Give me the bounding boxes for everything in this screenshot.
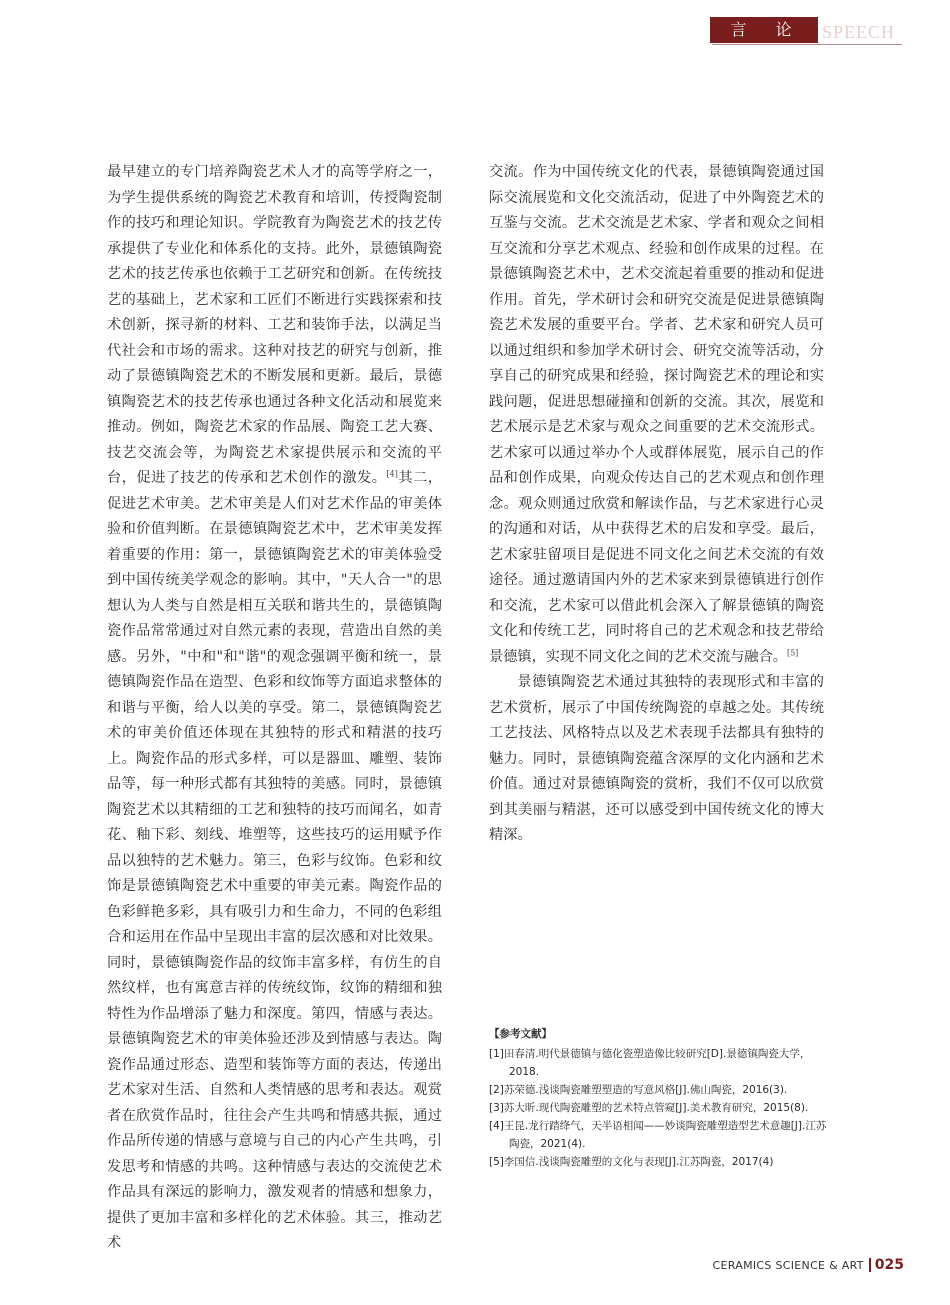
reference-item: [2]苏荣德.浅谈陶瓷雕塑塑造的写意风格[J].佛山陶瓷，2016(3).: [489, 1084, 788, 1096]
body-text: 最早建立的专门培养陶瓷艺术人才的高等学府之一，为学生提供系统的陶瓷艺术教育和培训，传授陶瓷制作的技巧和理论知识。学院教育为陶瓷艺术的技艺传承提供了专业化和体系化的支持。此外，景德镇陶瓷艺术的技艺传承也依赖于工艺研究和创新。在传统技艺的基础上，艺术家和工匠们不断进行实践探索和技术创新，探寻新的材料、工艺和装饰手法，以满足当代社会和市场的需求。这种对技艺的研究与创新，推动了景德镇陶瓷艺术的不断发展和更新。最后，景德镇陶瓷艺术的技艺传承也通过各种文化活动和展览来推动。例如，陶瓷艺术家的作品展、陶瓷工艺大赛、技艺交流会等，为陶瓷艺术家提供展示和交流的平台，促进了技艺的传承和艺术创作的激发。: [107, 164, 442, 486]
references: [489, 1025, 829, 1171]
section-label: 言 论: [710, 17, 818, 43]
footer-divider: [869, 1258, 871, 1272]
references-title: 【参考文献】: [489, 1028, 552, 1040]
body-text: 交流。作为中国传统文化的代表，景德镇陶瓷通过国际交流展览和文化交流活动，促进了中外陶瓷艺术的互鉴与交流。艺术交流是艺术家、学者和观众之间相互交流和分享艺术观点、经验和创作成果的过程。在景德镇陶瓷艺术中，艺术交流起着重要的推动和促进作用。首先，学术研讨会和研究交流是促进景德镇陶瓷艺术发展的重要平台。学者、艺术家和研究人员可以通过组织和参加学术研讨会、研究交流等活动，分享自己的研究成果和经验，探讨陶瓷艺术的理论和实践问题，促进思想碰撞和创新的交流。其次，展览和艺术展示是艺术家与观众之间重要的艺术交流形式。艺术家可以通过举办个人或群体展览，展示自己的作品和创作成果，向观众传达自己的艺术观点和创作理念。观众则通过欣赏和解读作品，与艺术家进行心灵的沟通和对话，从中获得艺术的启发和享受。最后，艺术家驻留项目是促进不同文化之间艺术交流的有效途径。通过邀请国内外的艺术家来到景德镇进行创作和交流，艺术家可以借此机会深入了解景德镇的陶瓷文化和传统工艺，同时将自己的艺术观念和技艺带给景德镇，实现不同文化之间的艺术交流与融合。: [489, 164, 824, 665]
footnote-marker: [4]: [386, 469, 398, 479]
reference-item: [3]苏大昕.现代陶瓷雕塑的艺术特点管窥[J].美术教育研究，2015(8).: [489, 1102, 809, 1114]
reference-item: [1]田春清.明代景德镇与德化瓷塑造像比较研究[D].景德镇陶瓷大学，2018.: [489, 1048, 811, 1078]
header-rule: [712, 44, 902, 45]
body-paragraph: [107, 160, 442, 1257]
body-column-left: [107, 160, 442, 1257]
body-paragraph: [489, 160, 824, 670]
footnote-marker: [5]: [786, 647, 799, 657]
section-label-en: SPEECH: [822, 22, 896, 42]
reference-item: [4]王昆.龙行踏绛气，天半语相闻——妙谈陶瓷雕塑造型艺术意趣[J].江苏陶瓷，2021(4).: [489, 1120, 827, 1150]
body-column-right: [489, 160, 824, 849]
journal-name: CERAMICS SCIENCE & ART: [712, 1258, 864, 1272]
page-number: 025: [874, 1257, 904, 1273]
body-text: 其二，促进艺术审美。艺术审美是人们对艺术作品的审美体验和价值判断。在景德镇陶瓷艺术中，艺术审美发挥着重要的作用：第一，景德镇陶瓷艺术的审美体验受到中国传统美学观念的影响。其中，"天人合一"的思想认为人类与自然是相互关联和谐共生的，景德镇陶瓷作品常常通过对自然元素的表现，营造出自然的美感。另外，"中和"和"谐"的观念强调平衡和统一，景德镇陶瓷作品在造型、色彩和纹饰等方面追求整体的和谐与平衡，给人以美的享受。第二，景德镇陶瓷艺术的审美价值还体现在其独特的形式和精湛的技巧上。陶瓷作品的形式多样，可以是器皿、雕塑、装饰品等，每一种形式都有其独特的美感。同时，景德镇陶瓷艺术以其精细的工艺和独特的技巧而闻名，如青花、釉下彩、刻线、堆塑等，这些技巧的运用赋予作品以独特的艺术魅力。第三，色彩与纹饰。色彩和纹饰是景德镇陶瓷艺术中重要的审美元素。陶瓷作品的色彩鲜艳多彩，具有吸引力和生命力，不同的色彩组合和运用在作品中呈现出丰富的层次感和对比效果。同时，景德镇陶瓷作品的纹饰丰富多样，有仿生的自然纹样，也有寓意吉祥的传统纹饰，纹饰的精细和独特性为作品增添了魅力和深度。第四，情感与表达。景德镇陶瓷艺术的审美体验还涉及到情感与表达。陶瓷作品通过形态、造型和装饰等方面的表达，传递出艺术家对生活、自然和人类情感的思考和表达。观赏者在欣赏作品时，往往会产生共鸣和情感共振，通过作品所传递的情感与意境与自己的内心产生共鸣，引发思考和情感的共鸣。这种情感与表达的交流使艺术作品具有深远的影响力，激发观者的情感和想象力，提供了更加丰富和多样化的艺术体验。其三，推动艺术: [107, 470, 442, 1251]
body-paragraph: 景德镇陶瓷艺术通过其独特的表现形式和丰富的艺术赏析，展示了中国传统陶瓷的卓越之处。其传统工艺技法、风格特点以及艺术表现手法都具有独特的魅力。同时，景德镇陶瓷蕴含深厚的文化内涵和艺术价值。通过对景德镇陶瓷的赏析，我们不仅可以欣赏到其美丽与精湛，还可以感受到中国传统文化的博大精深。: [489, 674, 824, 843]
page-footer: [713, 1255, 904, 1275]
reference-item: [5]李国信.浅谈陶瓷雕塑的文化与表现[J].江苏陶瓷，2017(4): [489, 1156, 774, 1168]
